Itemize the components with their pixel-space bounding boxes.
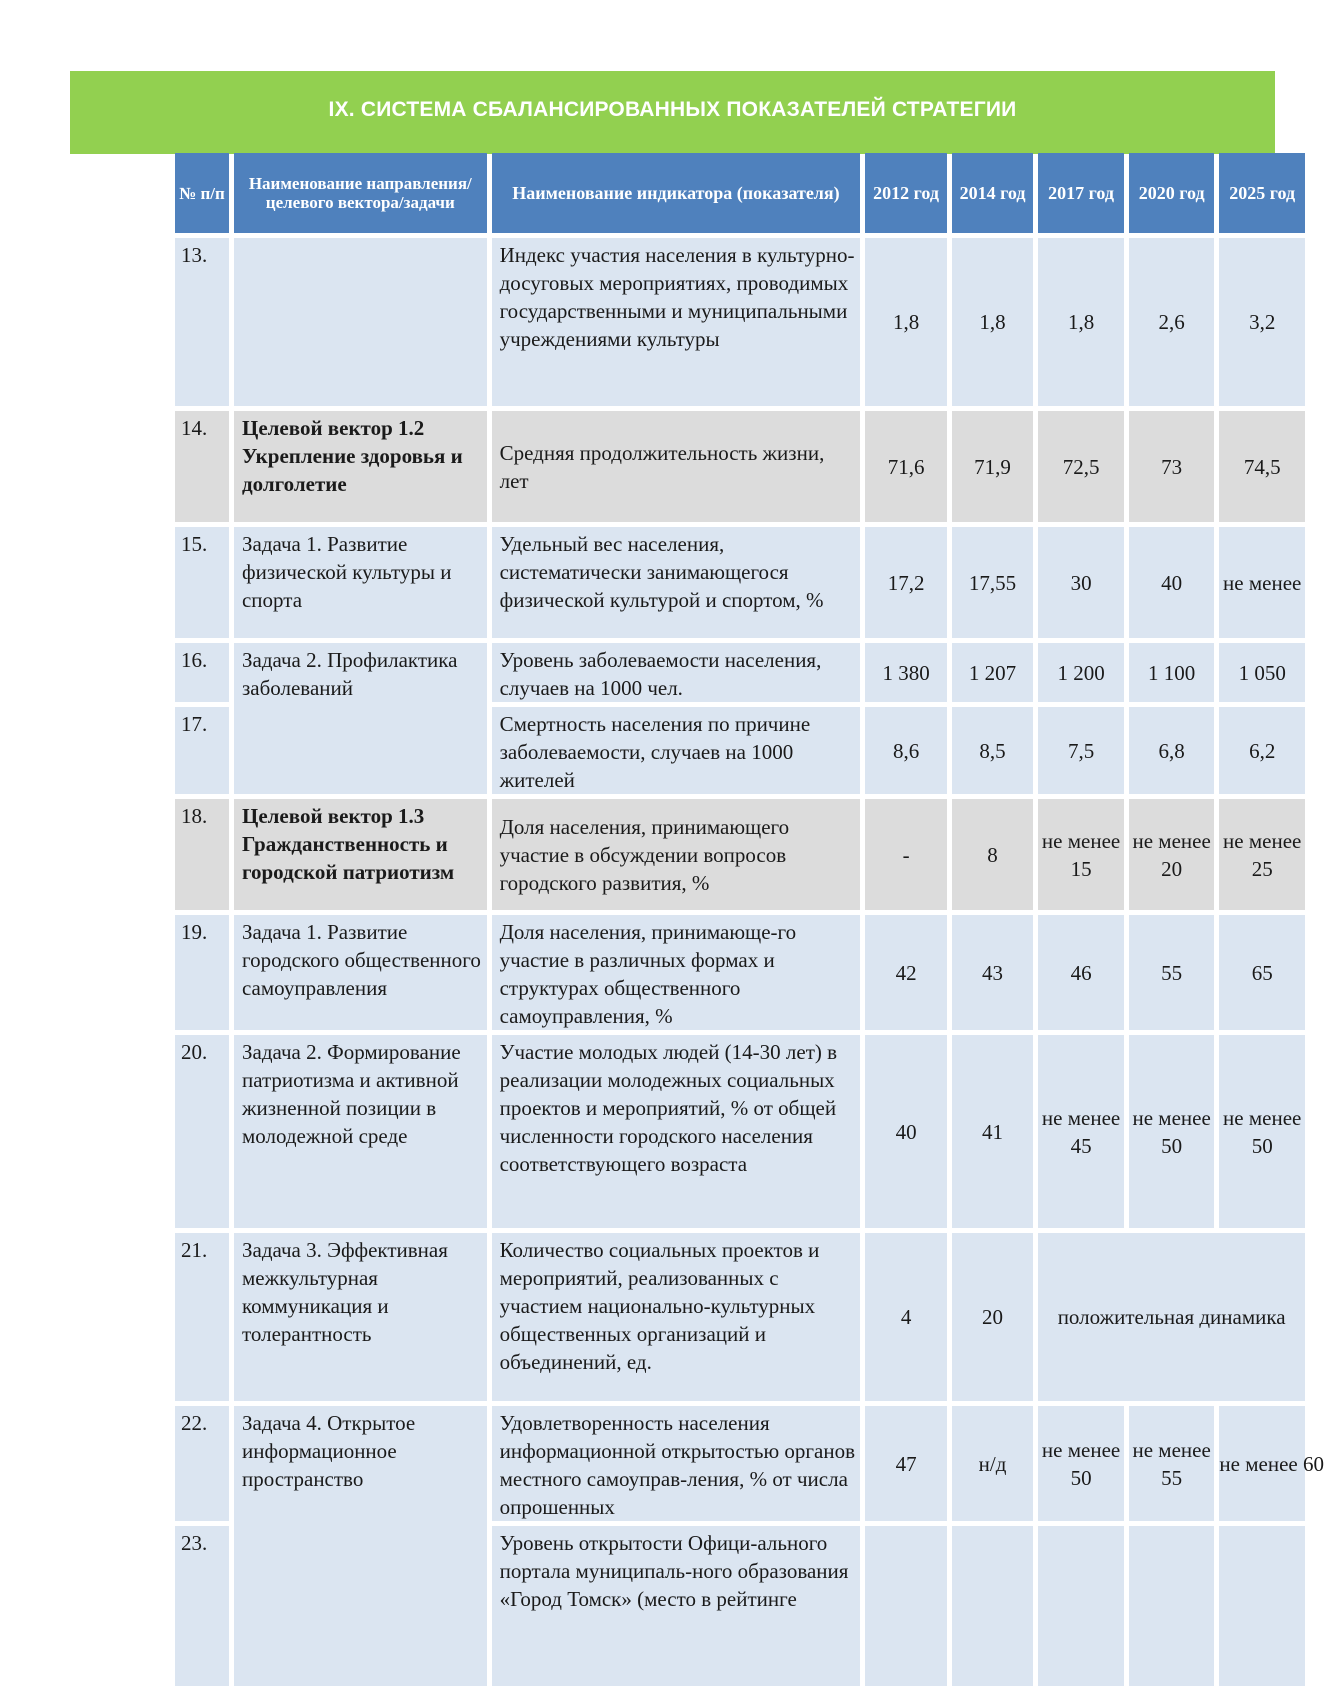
value-2017: 72,5 (1038, 411, 1124, 522)
value-2017: 1,8 (1038, 238, 1124, 406)
merged-trend-value: положительная динамика (1038, 1233, 1305, 1401)
value-2017: не менее 50 (1038, 1406, 1124, 1521)
value-2012: 4 (865, 1233, 946, 1401)
value-2025: не менее 50 (1219, 1035, 1305, 1228)
col-header-num: № п/п (175, 153, 229, 233)
value-2012 (865, 1526, 946, 1686)
row-indicator: Удовлетворенность населения информационной открытостью органов местного самоуправ-ления, % от числа опрошенных (492, 1406, 861, 1521)
table-row (175, 1406, 1305, 1521)
table-header-row (175, 153, 1305, 233)
row-indicator: Средняя продолжительность жизни, лет (492, 411, 861, 522)
value-2012: 40 (865, 1035, 946, 1228)
row-num: 23. (175, 1526, 229, 1686)
col-header-direction: Наименование направления/целевого вектора/задачи (234, 153, 487, 233)
value-2020: не менее 20 (1129, 799, 1215, 910)
col-header-2014: 2014 год (952, 153, 1033, 233)
value-2025 (1219, 1526, 1305, 1686)
value-2012: 8,6 (865, 707, 946, 794)
value-2017: 46 (1038, 915, 1124, 1030)
table-row (175, 527, 1305, 638)
section-banner (70, 71, 1275, 154)
row-num: 17. (175, 707, 229, 794)
row-direction: Задача 2. Профилактика заболеваний (234, 643, 487, 794)
value-2020: не менее 55 (1129, 1406, 1215, 1521)
value-2020: 55 (1129, 915, 1215, 1030)
value-2014: 1 207 (952, 643, 1033, 702)
value-2025: 6,2 (1219, 707, 1305, 794)
value-2017: не менее 45 (1038, 1035, 1124, 1228)
value-2025: 3,2 (1219, 238, 1305, 406)
table-row (175, 915, 1305, 1030)
value-2014: 8 (952, 799, 1033, 910)
value-2012: 1 380 (865, 643, 946, 702)
value-2020: 6,8 (1129, 707, 1215, 794)
row-indicator: Участие молодых людей (14-30 лет) в реализации молодежных социальных проектов и мероприятий, % от общей численности городского населения соответствующего возраста (492, 1035, 861, 1228)
col-header-2025: 2025 год (1219, 153, 1305, 233)
row-direction: Задача 2. Формирование патриотизма и активной жизненной позиции в молодежной среде (234, 1035, 487, 1228)
value-2025: 65 (1219, 915, 1305, 1030)
row-direction: Целевой вектор 1.3 Гражданственность и городской патриотизм (234, 799, 487, 910)
row-num: 19. (175, 915, 229, 1030)
row-indicator: Индекс участия населения в культурно-досуговых мероприятиях, проводимых государственными и муниципальными учреждениями культуры (492, 238, 861, 406)
value-2020 (1129, 1526, 1215, 1686)
row-direction: Задача 1. Развитие городского общественного самоуправления (234, 915, 487, 1030)
col-header-2012: 2012 год (865, 153, 946, 233)
value-2012: 17,2 (865, 527, 946, 638)
table-row (175, 799, 1305, 910)
row-indicator: Доля населения, принимающего участие в обсуждении вопросов городского развития, % (492, 799, 861, 910)
row-num: 13. (175, 238, 229, 406)
value-2014: 43 (952, 915, 1033, 1030)
row-direction (234, 238, 487, 406)
value-2020: 73 (1129, 411, 1215, 522)
row-num: 16. (175, 643, 229, 702)
value-2014: 17,55 (952, 527, 1033, 638)
col-header-indicator: Наименование индикатора (показателя) (492, 153, 861, 233)
value-2012: - (865, 799, 946, 910)
value-2025: не менее 25 (1219, 799, 1305, 910)
value-2012: 71,6 (865, 411, 946, 522)
row-indicator: Уровень заболеваемости населения, случаев на 1000 чел. (492, 643, 861, 702)
row-num: 20. (175, 1035, 229, 1228)
value-2014: 8,5 (952, 707, 1033, 794)
value-2020: 40 (1129, 527, 1215, 638)
value-2012: 42 (865, 915, 946, 1030)
value-2025: не менее 60 (1219, 1406, 1305, 1521)
row-num: 21. (175, 1233, 229, 1401)
value-2014: н/д (952, 1406, 1033, 1521)
value-2025: 74,5 (1219, 411, 1305, 522)
row-num: 14. (175, 411, 229, 522)
value-2025: 1 050 (1219, 643, 1305, 702)
value-2017: 30 (1038, 527, 1124, 638)
row-direction: Задача 4. Открытое информационное пространство (234, 1406, 487, 1686)
value-2014: 20 (952, 1233, 1033, 1401)
value-2017: 1 200 (1038, 643, 1124, 702)
value-2014 (952, 1526, 1033, 1686)
row-num: 22. (175, 1406, 229, 1521)
row-num: 18. (175, 799, 229, 910)
row-indicator: Уровень открытости Офици-ального портала муниципаль-ного образования «Город Томск» (место в рейтинге (492, 1526, 861, 1686)
value-2017: 7,5 (1038, 707, 1124, 794)
row-num: 15. (175, 527, 229, 638)
row-direction: Задача 1. Развитие физической культуры и спорта (234, 527, 487, 638)
value-2025: не менее (1219, 527, 1305, 638)
value-2012: 1,8 (865, 238, 946, 406)
table-row (175, 411, 1305, 522)
table-row (175, 1233, 1305, 1401)
indicators-table (170, 148, 1324, 1691)
table-row (175, 1035, 1305, 1228)
row-indicator: Доля населения, принимающе-го участие в различных формах и структурах общественного самоуправления, % (492, 915, 861, 1030)
row-indicator: Удельный вес населения, систематически занимающегося физической культурой и спортом, % (492, 527, 861, 638)
value-2014: 1,8 (952, 238, 1033, 406)
value-2020: не менее 50 (1129, 1035, 1215, 1228)
table-row (175, 643, 1305, 702)
value-2017 (1038, 1526, 1124, 1686)
row-direction: Задача 3. Эффективная межкультурная коммуникация и толерантность (234, 1233, 487, 1401)
value-2020: 1 100 (1129, 643, 1215, 702)
row-direction: Целевой вектор 1.2 Укрепление здоровья и долголетие (234, 411, 487, 522)
row-indicator: Количество социальных проектов и мероприятий, реализованных с участием национально-культурных общественных организаций и объединений, ед. (492, 1233, 861, 1401)
value-2014: 71,9 (952, 411, 1033, 522)
value-2012: 47 (865, 1406, 946, 1521)
value-2017: не менее 15 (1038, 799, 1124, 910)
section-title: IX. СИСТЕМА СБАЛАНСИРОВАННЫХ ПОКАЗАТЕЛЕЙ СТРАТЕГИИ (328, 98, 1017, 121)
value-2020: 2,6 (1129, 238, 1215, 406)
indicators-table-wrapper (175, 153, 1324, 1650)
col-header-2020: 2020 год (1129, 153, 1215, 233)
value-2014: 41 (952, 1035, 1033, 1228)
table-row (175, 238, 1305, 406)
row-indicator: Смертность населения по причине заболеваемости, случаев на 1000 жителей (492, 707, 861, 794)
col-header-2017: 2017 год (1038, 153, 1124, 233)
